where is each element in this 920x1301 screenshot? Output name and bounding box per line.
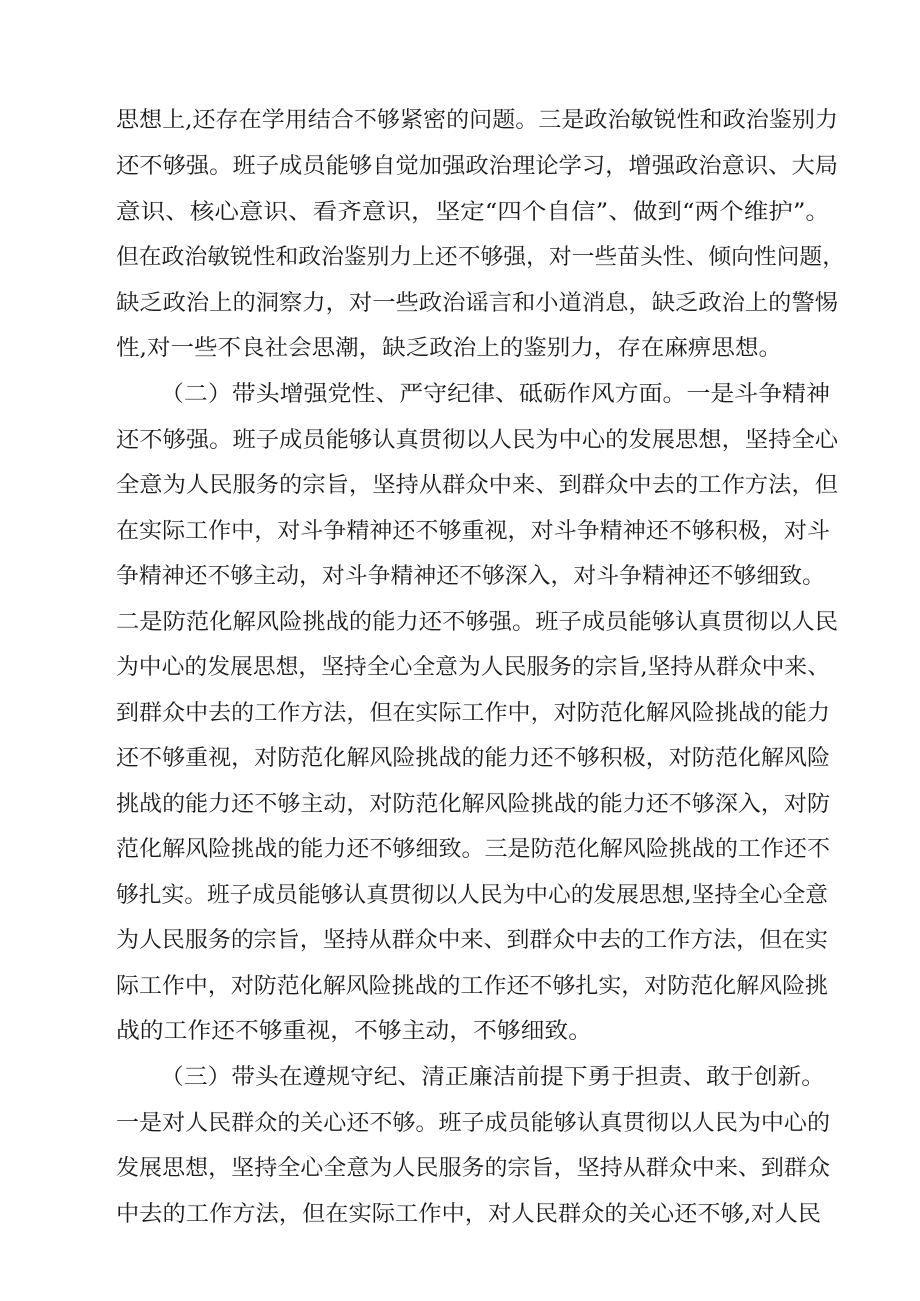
text-line: 但在政治敏锐性和政治鉴别力上还不够强，对一些苗头性、倾向性问题，	[116, 245, 846, 270]
section-heading-line: （二）带头增强党性、严守纪律、砥砺作风方面。一是斗争精神	[160, 382, 831, 407]
text-line: 思想上,还存在学用结合不够紧密的问题。三是政治敏锐性和政治鉴别力	[116, 108, 839, 133]
text-line: 还不够强。班子成员能够认真贯彻以人民为中心的发展思想，坚持全心	[116, 428, 839, 453]
text-line: 挑战的能力还不够主动，对防范化解风险挑战的能力还不够深入，对防	[116, 792, 831, 817]
text-line: 性,对一些不良社会思潮，缺乏政治上的鉴别力，存在麻痹思想。	[116, 336, 782, 361]
text-line: 范化解风险挑战的能力还不够细致。三是防范化解风险挑战的工作还不	[116, 837, 831, 862]
text-line: 到群众中去的工作方法，但在实际工作中，对防范化解风险挑战的能力	[116, 701, 831, 726]
text-line: 还不够重视，对防范化解风险挑战的能力还不够积极，对防范化解风险	[116, 746, 831, 771]
text-line: 战的工作还不够重视，不够主动，不够细致。	[116, 1019, 593, 1044]
text-line: 还不够强。班子成员能够自觉加强政治理论学习，增强政治意识、大局	[116, 154, 839, 179]
text-line: 二是防范化解风险挑战的能力还不够强。班子成员能够认真贯彻以人民	[116, 610, 839, 635]
text-line: 一是对人民群众的关心还不够。班子成员能够认真贯彻以人民为中心的	[116, 1111, 831, 1136]
text-line: 意识、核心意识、看齐意识，坚定“四个自信”、做到“两个维护”。	[116, 200, 831, 225]
text-line: 际工作中，对防范化解风险挑战的工作还不够扎实，对防范化解风险挑	[116, 974, 829, 999]
text-line: 争精神还不够主动，对斗争精神还不够深入，对斗争精神还不够细致。	[116, 564, 826, 589]
text-line: 全意为人民服务的宗旨，坚持从群众中来、到群众中去的工作方法，但	[116, 473, 839, 498]
text-line: 为中心的发展思想，坚持全心全意为人民服务的宗旨,坚持从群众中来、	[116, 655, 831, 680]
text-line: 缺乏政治上的洞察力，对一些政治谣言和小道消息，缺乏政治上的警惕	[116, 291, 839, 316]
text-line: 发展思想，坚持全心全意为人民服务的宗旨，坚持从群众中来、到群众	[116, 1156, 831, 1181]
text-line: 够扎实。班子成员能够认真贯彻以人民为中心的发展思想,坚持全心全意	[116, 883, 829, 908]
text-line: 在实际工作中，对斗争精神还不够重视，对斗争精神还不够积极，对斗	[116, 519, 831, 544]
text-line: 为人民服务的宗旨，坚持从群众中来、到群众中去的工作方法，但在实	[116, 928, 829, 953]
text-line: 中去的工作方法，但在实际工作中，对人民群众的关心还不够,对人民	[116, 1202, 822, 1227]
section-heading-line: （三）带头在遵规守纪、清正廉洁前提下勇于担责、敢于创新。	[160, 1065, 825, 1090]
